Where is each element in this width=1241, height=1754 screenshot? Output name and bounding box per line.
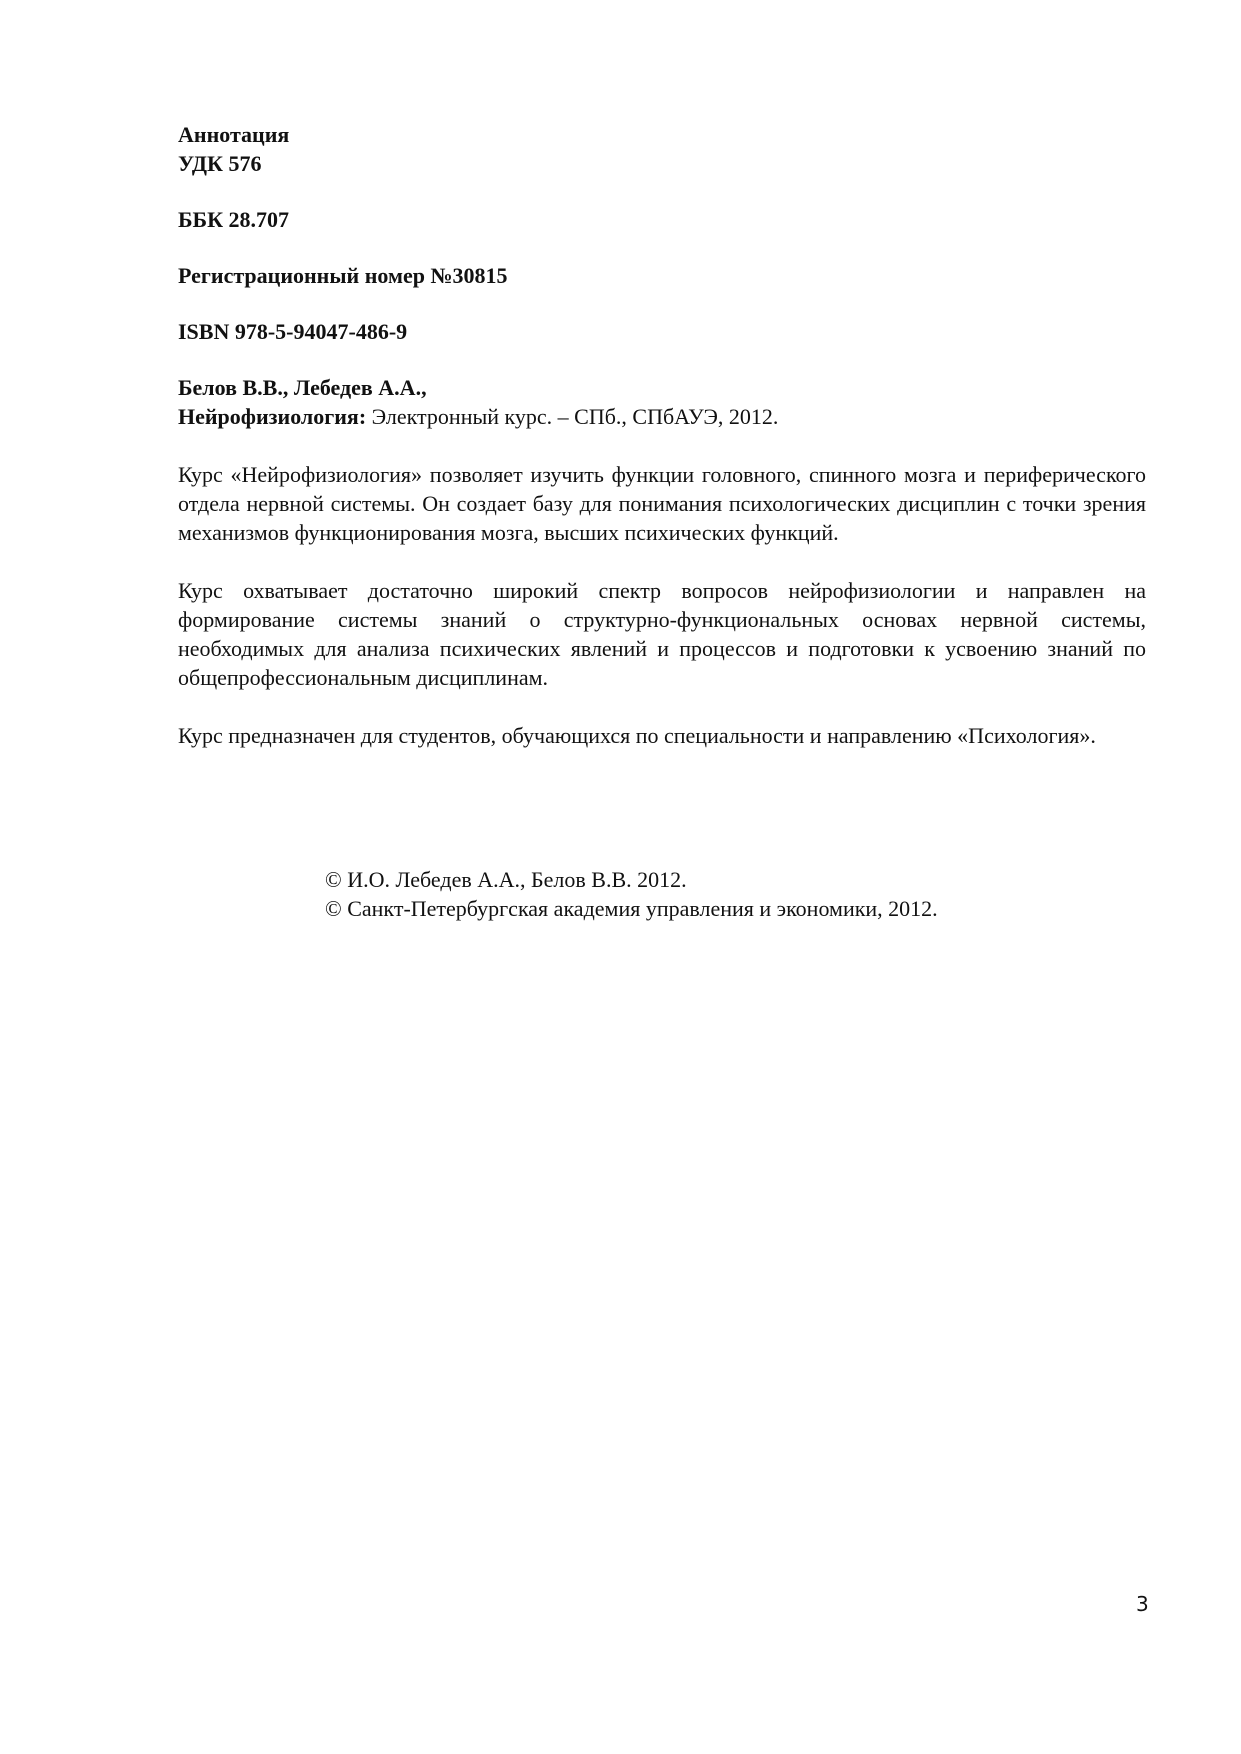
copyright-block bbox=[325, 865, 938, 923]
copyright-academy: © Санкт-Петербургская академия управления и экономики, 2012. bbox=[325, 896, 938, 921]
annotation-heading: Аннотация bbox=[178, 122, 290, 147]
paragraph-course-description: Курс «Нейрофизиология» позволяет изучить функции головного, спинного мозга и периферического отдела нервной системы. Он создает базу для понимания психологических дисциплин с точки зрения механизмов функционирования мозга, высших психических функций. bbox=[178, 462, 1146, 545]
citation-title bbox=[178, 402, 1146, 431]
udk-code: УДК 576 bbox=[178, 151, 262, 176]
page-number: 3 bbox=[1136, 1592, 1149, 1616]
copyright-authors: © И.О. Лебедев А.А., Белов В.В. 2012. bbox=[325, 867, 687, 892]
isbn-number: ISBN 978-5-94047-486-9 bbox=[178, 319, 408, 344]
bbk-code: ББК 28.707 bbox=[178, 207, 290, 232]
paragraph-course-scope: Курс охватывает достаточно широкий спектр вопросов нейрофизиологии и направлен на формирование системы знаний о структурно-функциональных основах нервной системы, необходимых для анализа психических явлений и процессов и подготовки к усвоению знаний по общепрофессиональным дисциплинам. bbox=[178, 578, 1146, 690]
citation-title-bold: Нейрофизиология: bbox=[178, 404, 367, 429]
citation-authors: Белов В.В., Лебедев А.А., bbox=[178, 375, 427, 400]
paragraph-course-audience: Курс предназначен для студентов, обучающихся по специальности и направлению «Психология». bbox=[178, 723, 1096, 748]
registration-number: Регистрационный номер №30815 bbox=[178, 263, 508, 288]
citation-title-rest: Электронный курс. – СПб., СПбАУЭ, 2012. bbox=[366, 404, 779, 429]
page-content bbox=[178, 120, 1146, 750]
